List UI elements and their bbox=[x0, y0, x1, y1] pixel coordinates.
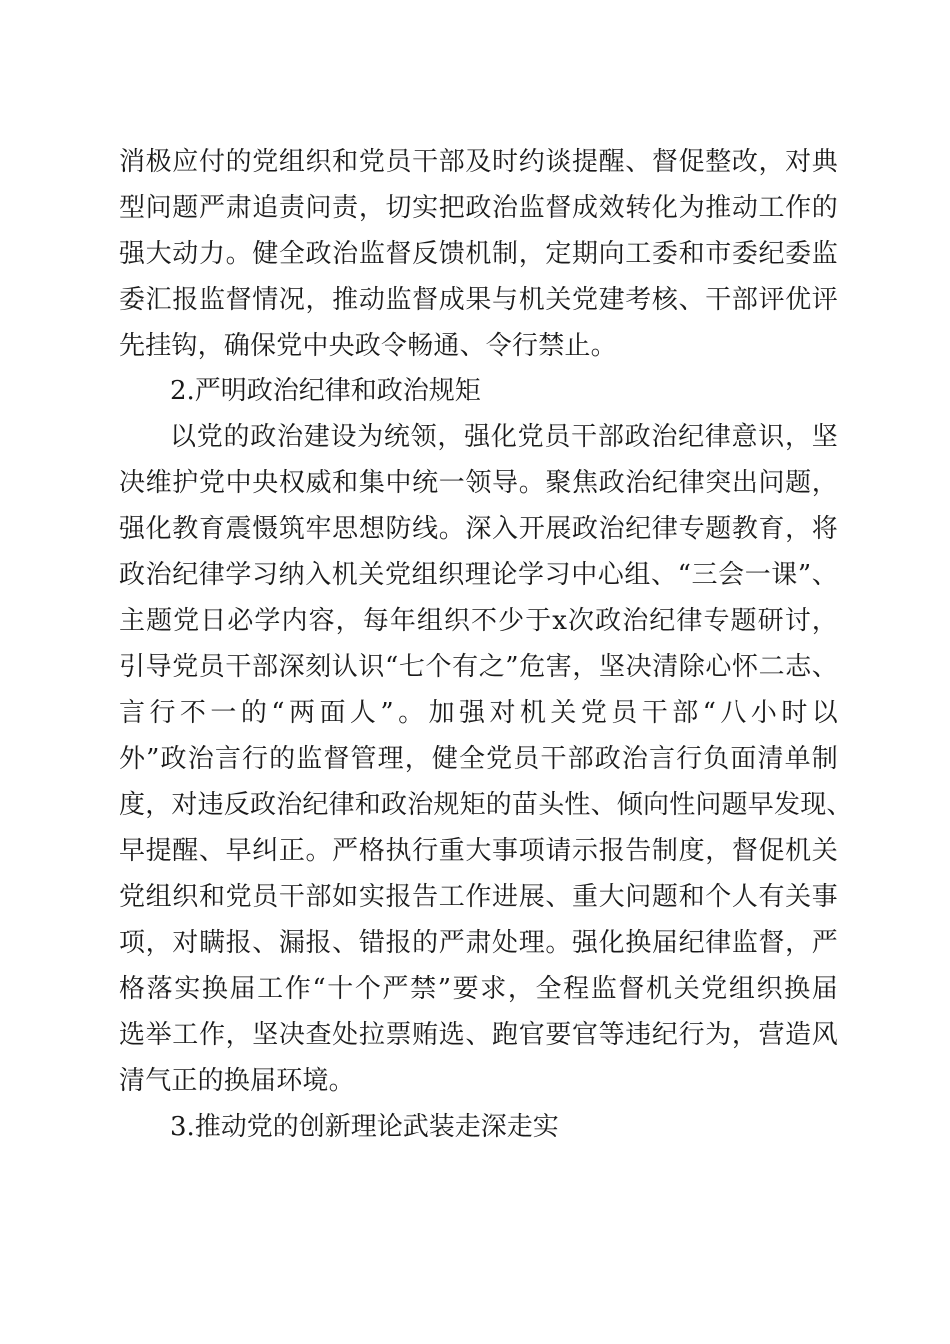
paragraph-line: 政治纪律学习纳入机关党组织理论学习中心组、“三会一课”、 bbox=[119, 560, 838, 590]
paragraph-line: 引导党员干部深刻认识“七个有之”危害，坚决清除心怀二志、 bbox=[119, 652, 838, 682]
paragraph-line: 型问题严肃追责问责，切实把政治监督成效转化为推动工作的 bbox=[119, 193, 838, 223]
paragraph-line: 格落实换届工作“十个严禁”要求，全程监督机关党组织换届 bbox=[119, 974, 838, 1004]
paragraph-line: 委汇报监督情况，推动监督成果与机关党建考核、干部评优评 bbox=[119, 285, 838, 315]
paragraph-line: 决维护党中央权威和集中统一领导。聚焦政治纪律突出问题， bbox=[119, 468, 838, 498]
paragraph-line: 外”政治言行的监督管理，健全党员干部政治言行负面清单制 bbox=[119, 744, 838, 774]
paragraph-line: 项，对瞒报、漏报、错报的严肃处理。强化换届纪律监督，严 bbox=[119, 928, 838, 958]
paragraph-line: 以党的政治建设为统领，强化党员干部政治纪律意识，坚 bbox=[170, 422, 838, 452]
paragraph-line: 强化教育震慑筑牢思想防线。深入开展政治纪律专题教育，将 bbox=[119, 514, 838, 544]
paragraph-line: 先挂钩，确保党中央政令畅通、令行禁止。 bbox=[119, 331, 617, 361]
paragraph-line: 言行不一的“两面人”。加强对机关党员干部“八小时以 bbox=[119, 698, 838, 728]
paragraph-line: 消极应付的党组织和党员干部及时约谈提醒、督促整改，对典 bbox=[119, 147, 838, 177]
section-heading: 3.推动党的创新理论武装走深走实 bbox=[170, 1112, 559, 1142]
paragraph-line: 党组织和党员干部如实报告工作进展、重大问题和个人有关事 bbox=[119, 882, 838, 912]
paragraph-line: 清气正的换届环境。 bbox=[119, 1066, 355, 1096]
paragraph-line: 早提醒、早纠正。严格执行重大事项请示报告制度，督促机关 bbox=[119, 836, 838, 866]
paragraph-line: 度，对违反政治纪律和政治规矩的苗头性、倾向性问题早发现、 bbox=[119, 790, 853, 820]
paragraph-line: 选举工作，坚决查处拉票贿选、跑官要官等违纪行为，营造风 bbox=[119, 1020, 838, 1050]
paragraph-line: 强大动力。健全政治监督反馈机制，定期向工委和市委纪委监 bbox=[119, 239, 838, 269]
section-heading: 2.严明政治纪律和政治规矩 bbox=[170, 376, 481, 406]
paragraph-line: 主题党日必学内容，每年组织不少于x次政治纪律专题研讨， bbox=[119, 606, 838, 636]
